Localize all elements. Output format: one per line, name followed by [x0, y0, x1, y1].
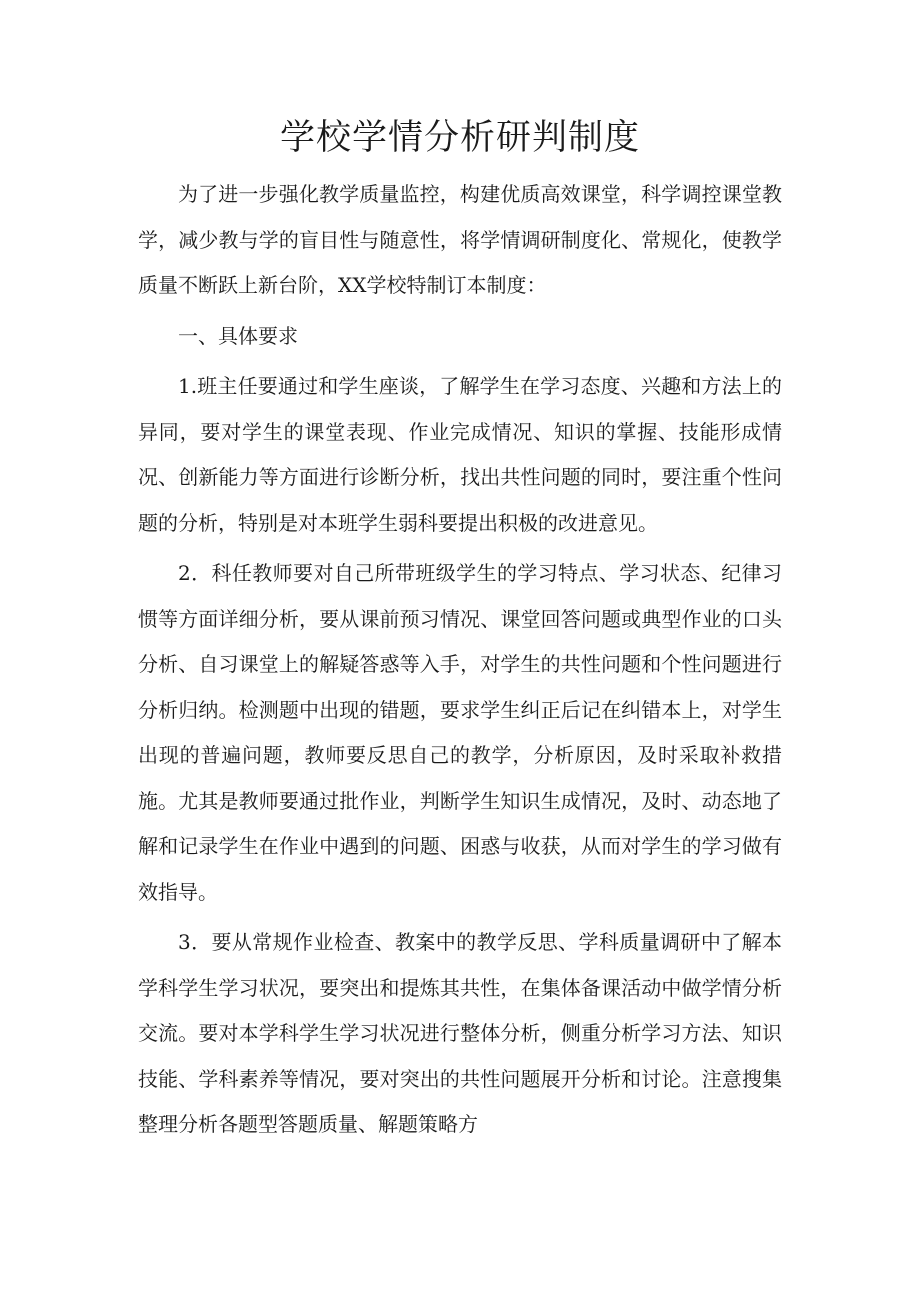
section-heading: 一、具体要求 — [178, 323, 298, 348]
intro-paragraph: 为了进一步强化教学质量监控，构建优质高效课堂，科学调控课堂教学，减少教与学的盲目性与随意性，将学情调研制度化、常规化，使教学质量不断跃上新台阶，XX学校特制订本制度： — [138, 182, 782, 297]
requirement-item-2: 2．科任教师要对自己所带班级学生的学习特点、学习状态、纪律习惯等方面详细分析，要从课前预习情况、课堂回答问题或典型作业的口头分析、自习课堂上的解疑答惑等入手，对学生的共性问题和个性问题进行分析归纳。检测题中出现的错题，要求学生纠正后记在纠错本上，对学生出现的普遍问题，教师要反思自己的教学，分析原因，及时采取补救措施。尤其是教师要通过批作业，判断学生知识生成情况，及时、动态地了解和记录学生在作业中遇到的问题、困惑与收获，从而对学生的学习做有效指导。 — [138, 561, 782, 904]
document-title: 学校学情分析研判制度 — [279, 118, 640, 158]
document-body — [138, 172, 782, 1148]
requirement-item-3: 3．要从常规作业检查、教案中的教学反思、学科质量调研中了解本学科学生学习状况，要突出和提炼其共性，在集体备课活动中做学情分析交流。要对本学科学生学习状况进行整体分析，侧重分析学习方法、知识技能、学科素养等情况，要对突出的共性问题展开分析和讨论。注意搜集整理分析各题型答题质量、解题策略方 — [138, 930, 782, 1136]
requirement-item-1: 1.班主任要通过和学生座谈，了解学生在学习态度、兴趣和方法上的异同，要对学生的课堂表现、作业完成情况、知识的掌握、技能形成情况、创新能力等方面进行诊断分析，找出共性问题的同时，要注重个性问题的分析，特别是对本班学生弱科要提出积极的改进意见。 — [138, 374, 782, 535]
